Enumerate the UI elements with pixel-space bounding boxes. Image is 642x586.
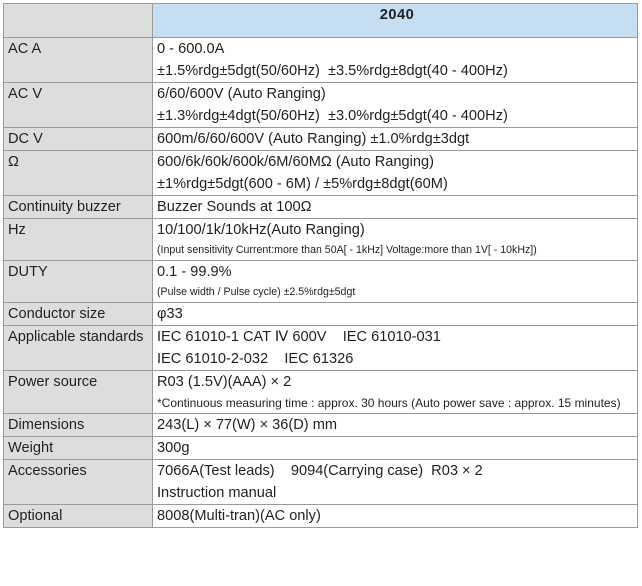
row-value: [153, 219, 638, 261]
spec-row-resistance: [4, 151, 638, 196]
value-footnote: *Continuous measuring time : approx. 30 hours (Auto power save : approx. 15 minutes): [157, 396, 621, 410]
value-line: IEC 61010-1 CAT Ⅳ 600V IEC 61010-031: [157, 329, 441, 345]
row-value: [153, 505, 638, 528]
value-line: R03 (1.5V)(AAA) × 2: [157, 374, 292, 390]
value-line: 0.1 - 99.9%: [157, 264, 232, 280]
row-value: [153, 151, 638, 196]
header-row: [4, 4, 638, 38]
header-blank-cell: [4, 4, 153, 38]
value-line: φ33: [157, 306, 183, 322]
value-line: 10/100/1k/10kHz(Auto Ranging): [157, 222, 365, 238]
value-line: Instruction manual: [157, 485, 277, 501]
value-line: 600m/6/60/600V (Auto Ranging) ±1.0%rdg±3dgt: [157, 131, 470, 147]
row-label: DUTY: [4, 261, 153, 303]
row-label: Applicable standards: [4, 326, 153, 371]
row-value: [153, 38, 638, 83]
value-line: 600/6k/60k/600k/6M/60MΩ (Auto Ranging): [157, 154, 434, 170]
value-footnote: (Input sensitivity Current:more than 50A[ - 1kHz] Voltage:more than 1V[ - 10kHz]): [157, 244, 537, 256]
row-value: [153, 371, 638, 414]
row-value: [153, 128, 638, 151]
spec-row-conductor-size: [4, 303, 638, 326]
row-label: Continuity buzzer: [4, 196, 153, 219]
row-label: AC V: [4, 83, 153, 128]
row-value: [153, 326, 638, 371]
spec-row-weight: [4, 437, 638, 460]
value-footnote: (Pulse width / Pulse cycle) ±2.5%rdg±5dgt: [157, 286, 356, 298]
value-line: IEC 61010-2-032 IEC 61326: [157, 351, 354, 367]
row-value: [153, 414, 638, 437]
row-label: Ω: [4, 151, 153, 196]
model-heading: 2040: [153, 4, 638, 38]
spec-row-applicable-standards: [4, 326, 638, 371]
row-label: Dimensions: [4, 414, 153, 437]
spec-row-dimensions: [4, 414, 638, 437]
spec-row-duty: [4, 261, 638, 303]
row-label: DC V: [4, 128, 153, 151]
row-label: Conductor size: [4, 303, 153, 326]
row-value: [153, 196, 638, 219]
spec-row-ac-v: [4, 83, 638, 128]
value-line: Buzzer Sounds at 100Ω: [157, 199, 312, 215]
spec-row-dc-v: [4, 128, 638, 151]
spec-row-power-source: [4, 371, 638, 414]
row-label: Weight: [4, 437, 153, 460]
spec-row-hz: [4, 219, 638, 261]
value-line: 7066A(Test leads) 9094(Carrying case) R03 × 2: [157, 463, 483, 479]
row-value: [153, 460, 638, 505]
value-line: ±1.5%rdg±5dgt(50/60Hz) ±3.5%rdg±8dgt(40 - 400Hz): [157, 63, 508, 79]
spec-table: [3, 3, 638, 528]
value-line: 243(L) × 77(W) × 36(D) mm: [157, 417, 338, 433]
row-value: [153, 303, 638, 326]
spec-row-continuity-buzzer: [4, 196, 638, 219]
row-label: Power source: [4, 371, 153, 414]
value-line: ±1%rdg±5dgt(600 - 6M) / ±5%rdg±8dgt(60M): [157, 176, 448, 192]
value-line: 0 - 600.0A: [157, 41, 225, 57]
row-value: [153, 437, 638, 460]
spec-row-optional: [4, 505, 638, 528]
row-label: Optional: [4, 505, 153, 528]
spec-row-accessories: [4, 460, 638, 505]
row-value: [153, 83, 638, 128]
row-label: AC A: [4, 38, 153, 83]
row-label: Accessories: [4, 460, 153, 505]
value-line: 6/60/600V (Auto Ranging): [157, 86, 326, 102]
row-value: [153, 261, 638, 303]
value-line: 300g: [157, 440, 190, 456]
spec-row-ac-a: [4, 38, 638, 83]
value-line: ±1.3%rdg±4dgt(50/60Hz) ±3.0%rdg±5dgt(40 - 400Hz): [157, 108, 508, 124]
row-label: Hz: [4, 219, 153, 261]
value-line: 8008(Multi-tran)(AC only): [157, 508, 321, 524]
